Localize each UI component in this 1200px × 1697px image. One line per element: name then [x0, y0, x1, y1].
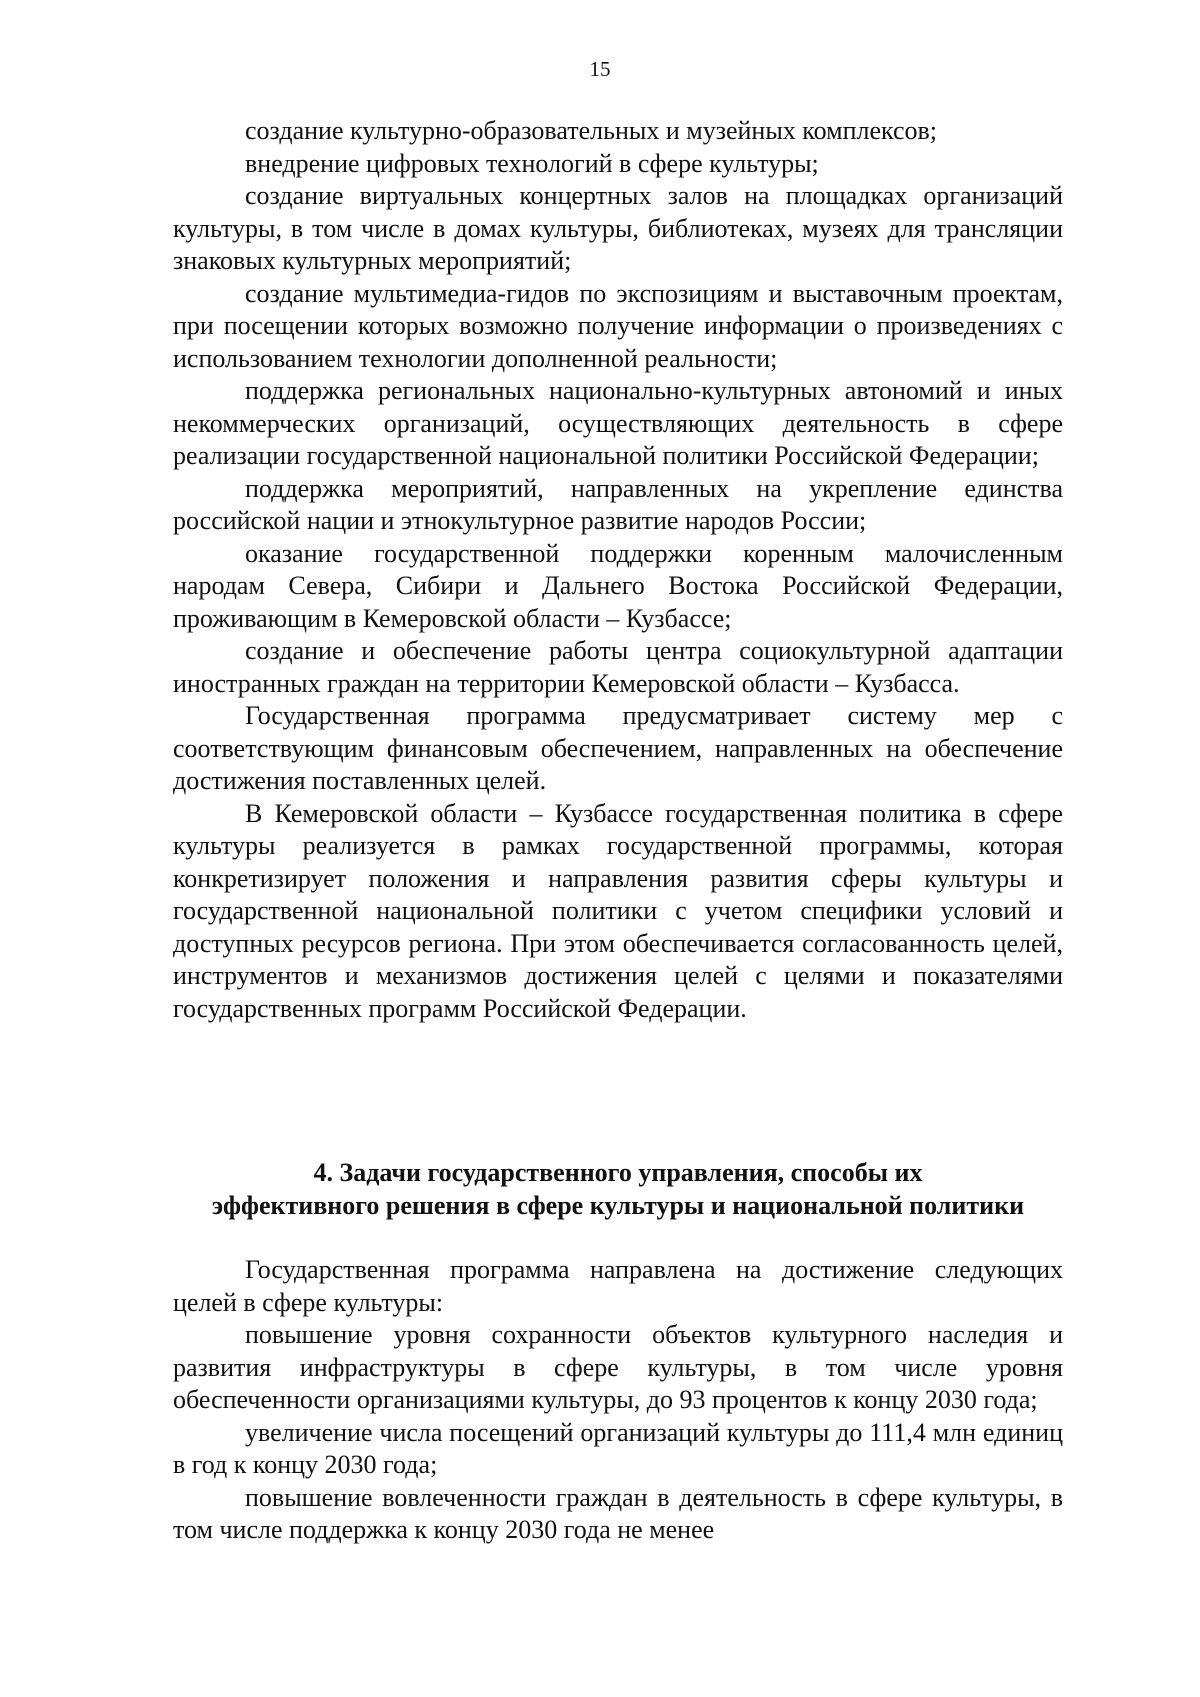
page-number: 15	[589, 57, 611, 81]
section-heading-line: 4. Задачи государственного управления, способы их	[313, 1158, 923, 1187]
paragraph: В Кемеровской области – Кузбассе государственная политика в сфере культуры реализуется в рамках государственной программы, которая конкретизирует положения и направления развития сферы культуры и государственной национальной политики с учетом специфики условий и доступных ресурсов региона. При этом обеспечивается согласованность целей, инструментов и механизмов достижения целей с целями и показателями государственных программ Российской Федерации.	[173, 798, 1063, 1023]
paragraph: поддержка региональных национально-культурных автономий и иных некоммерческих организаций, осуществляющих деятельность в сфере реализации государственной национальной политики Российской Федерации;	[173, 376, 1063, 470]
section-heading-line: эффективного решения в сфере культуры и национальной политики	[211, 1191, 1025, 1220]
paragraph: повышение уровня сохранности объектов культурного наследия и развития инфраструктуры в сфере культуры, в том числе уровня обеспеченности организациями культуры, до 93 процентов к концу 2030 года;	[173, 1320, 1063, 1414]
paragraph: создание виртуальных концертных залов на площадках организаций культуры, в том числе в домах культуры, библиотеках, музеях для трансляции знаковых культурных мероприятий;	[173, 181, 1063, 275]
paragraph: Государственная программа направлена на достижение следующих целей в сфере культуры:	[173, 1255, 1063, 1317]
paragraph: создание культурно-образовательных и музейных комплексов;	[245, 116, 938, 145]
body-text-top	[173, 115, 1063, 1025]
paragraph: повышение вовлеченности граждан в деятельность в сфере культуры, в том числе поддержка к концу 2030 года не менее	[173, 1482, 1063, 1544]
paragraph: поддержка мероприятий, направленных на укрепление единства российской нации и этнокультурное развитие народов России;	[173, 473, 1063, 535]
section-heading	[173, 1156, 1063, 1222]
paragraph: Государственная программа предусматривает систему мер с соответствующим финансовым обеспечением, направленных на обеспечение достижения поставленных целей.	[173, 701, 1063, 795]
paragraph: увеличение числа посещений организаций культуры до 111,4 млн единиц в год к концу 2030 года;	[173, 1417, 1063, 1479]
paragraph: внедрение цифровых технологий в сфере культуры;	[245, 148, 819, 178]
paragraph: создание мультимедиа-гидов по экспозициям и выставочным проектам, при посещении которых возможно получение информации о произведениях с использованием технологии дополненной реальности;	[173, 278, 1063, 373]
paragraph: оказание государственной поддержки коренным малочисленным народам Севера, Сибири и Дальнего Востока Российской Федерации, проживающим в Кемеровской области – Кузбассе;	[173, 538, 1063, 633]
body-text-bottom	[173, 1254, 1063, 1547]
paragraph: создание и обеспечение работы центра социокультурной адаптации иностранных граждан на территории Кемеровской области – Кузбасса.	[173, 636, 1063, 698]
